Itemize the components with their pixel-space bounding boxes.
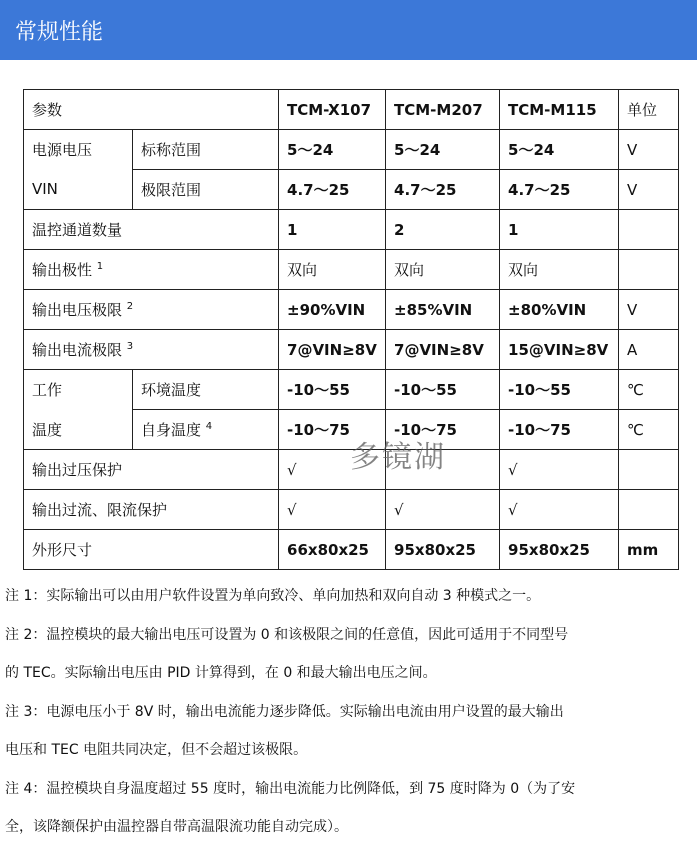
table-row-supply-limit: [24, 170, 679, 210]
temp-label-top: 工作: [24, 370, 133, 410]
note-4-line-2: 全，该降额保护由温控器自带高温限流功能自动完成）。: [5, 819, 348, 835]
cell: 1: [279, 210, 386, 250]
cell-unit: V: [619, 130, 679, 170]
footnotes: [5, 577, 695, 847]
table-row-header: [24, 90, 679, 130]
cell: 95x80x25: [386, 530, 500, 570]
supply-nominal-label: 标称范围: [133, 130, 279, 170]
supply-label-bottom: VIN: [24, 170, 133, 210]
footnote-mark: 3: [126, 341, 134, 352]
cell: 双向: [279, 250, 386, 290]
footnote-mark: 1: [96, 261, 104, 272]
cell-unit: mm: [619, 530, 679, 570]
vout-label-cell: [24, 290, 279, 330]
cell: 双向: [386, 250, 500, 290]
header-model-x107: TCM-X107: [279, 90, 386, 130]
check-cell: √: [500, 450, 619, 490]
header-model-m115: TCM-M115: [500, 90, 619, 130]
header-unit: 单位: [619, 90, 679, 130]
note-3-line-2: 电压和 TEC 电阻共同决定，但不会超过该极限。: [5, 742, 308, 758]
cell: 4.7～25: [279, 170, 386, 210]
ocp-label: 输出过流、限流保护: [24, 490, 279, 530]
table-row-channels: [24, 210, 679, 250]
cell: 4.7～25: [500, 170, 619, 210]
header-model-m207: TCM-M207: [386, 90, 500, 130]
cell: ±80%VIN: [500, 290, 619, 330]
cell: 5～24: [500, 130, 619, 170]
watermark: 多镜湖: [350, 440, 446, 475]
polarity-label-cell: [24, 250, 279, 290]
cell: 双向: [500, 250, 619, 290]
cell: 7@VIN≥8V: [386, 330, 500, 370]
note-2-line-2: 的 TEC。实际输出电压由 PID 计算得到，在 0 和最大输出电压之间。: [5, 665, 437, 681]
cell: 4.7～25: [386, 170, 500, 210]
cell: -10～55: [386, 370, 500, 410]
cell: 7@VIN≥8V: [279, 330, 386, 370]
temp-ambient-label: 环境温度: [133, 370, 279, 410]
polarity-label: 输出极性: [32, 261, 93, 279]
cell-unit: [619, 210, 679, 250]
cell: -10～75: [279, 410, 386, 450]
note-4-line-1: 注 4：温控模块自身温度超过 55 度时，输出电流能力比例降低，到 75 度时降为 0（为了安: [5, 780, 576, 797]
note-2-line-1: 注 2：温控模块的最大输出电压可设置为 0 和该极限之间的任意值，因此可适用于不同型号: [5, 626, 569, 643]
table-row-polarity: [24, 250, 679, 290]
cell-unit: A: [619, 330, 679, 370]
cell: -10～55: [500, 370, 619, 410]
cell: 95x80x25: [500, 530, 619, 570]
section-title: 常规性能: [15, 19, 104, 45]
iout-limit-label: 输出电流极限: [32, 341, 123, 359]
footnote-mark: 4: [205, 421, 213, 432]
vout-limit-label: 输出电压极限: [32, 301, 123, 319]
iout-label-cell: [24, 330, 279, 370]
cell: ±85%VIN: [386, 290, 500, 330]
cell: 1: [500, 210, 619, 250]
table-row-iout-limit: [24, 330, 679, 370]
footnote-mark: 2: [126, 301, 134, 312]
supply-limit-label: 极限范围: [133, 170, 279, 210]
cell: -10～55: [279, 370, 386, 410]
cell-unit: V: [619, 170, 679, 210]
supply-label-top: 电源电压: [24, 130, 133, 170]
ovp-label: 输出过压保护: [24, 450, 279, 490]
header-param: 参数: [24, 90, 279, 130]
cell: -10～75: [500, 410, 619, 450]
cell: ±90%VIN: [279, 290, 386, 330]
size-label: 外形尺寸: [24, 530, 279, 570]
cell: 15@VIN≥8V: [500, 330, 619, 370]
table-row-vout-limit: [24, 290, 679, 330]
spec-table: [23, 89, 679, 570]
temp-self-label: 自身温度: [141, 421, 202, 439]
check-cell: √: [279, 490, 386, 530]
table-row-ocp: [24, 490, 679, 530]
temp-self-label-cell: [133, 410, 279, 450]
section-header: [0, 0, 700, 60]
note-1: 注 1：实际输出可以由用户软件设置为单向致冷、单向加热和双向自动 3 种模式之一。: [5, 588, 541, 604]
note-3-line-1: 注 3：电源电压小于 8V 时，输出电流能力逐步降低。实际输出电流由用户设置的最大输出: [5, 703, 564, 720]
check-cell: √: [500, 490, 619, 530]
cell-unit: [619, 490, 679, 530]
channels-label: 温控通道数量: [24, 210, 279, 250]
table-row-supply-nominal: [24, 130, 679, 170]
cell: -10～75: [386, 410, 500, 450]
cell-unit: [619, 250, 679, 290]
cell: 2: [386, 210, 500, 250]
table-row-temp-ambient: [24, 370, 679, 410]
cell-unit: V: [619, 290, 679, 330]
temp-label-bottom: 温度: [24, 410, 133, 450]
cell: 66x80x25: [279, 530, 386, 570]
table-row-size: [24, 530, 679, 570]
check-cell: √: [279, 450, 386, 490]
cell-unit: ℃: [619, 370, 679, 410]
check-cell: √: [386, 490, 500, 530]
cell-unit: [619, 450, 679, 490]
cell: 5～24: [279, 130, 386, 170]
cell: 5～24: [386, 130, 500, 170]
cell-unit: ℃: [619, 410, 679, 450]
